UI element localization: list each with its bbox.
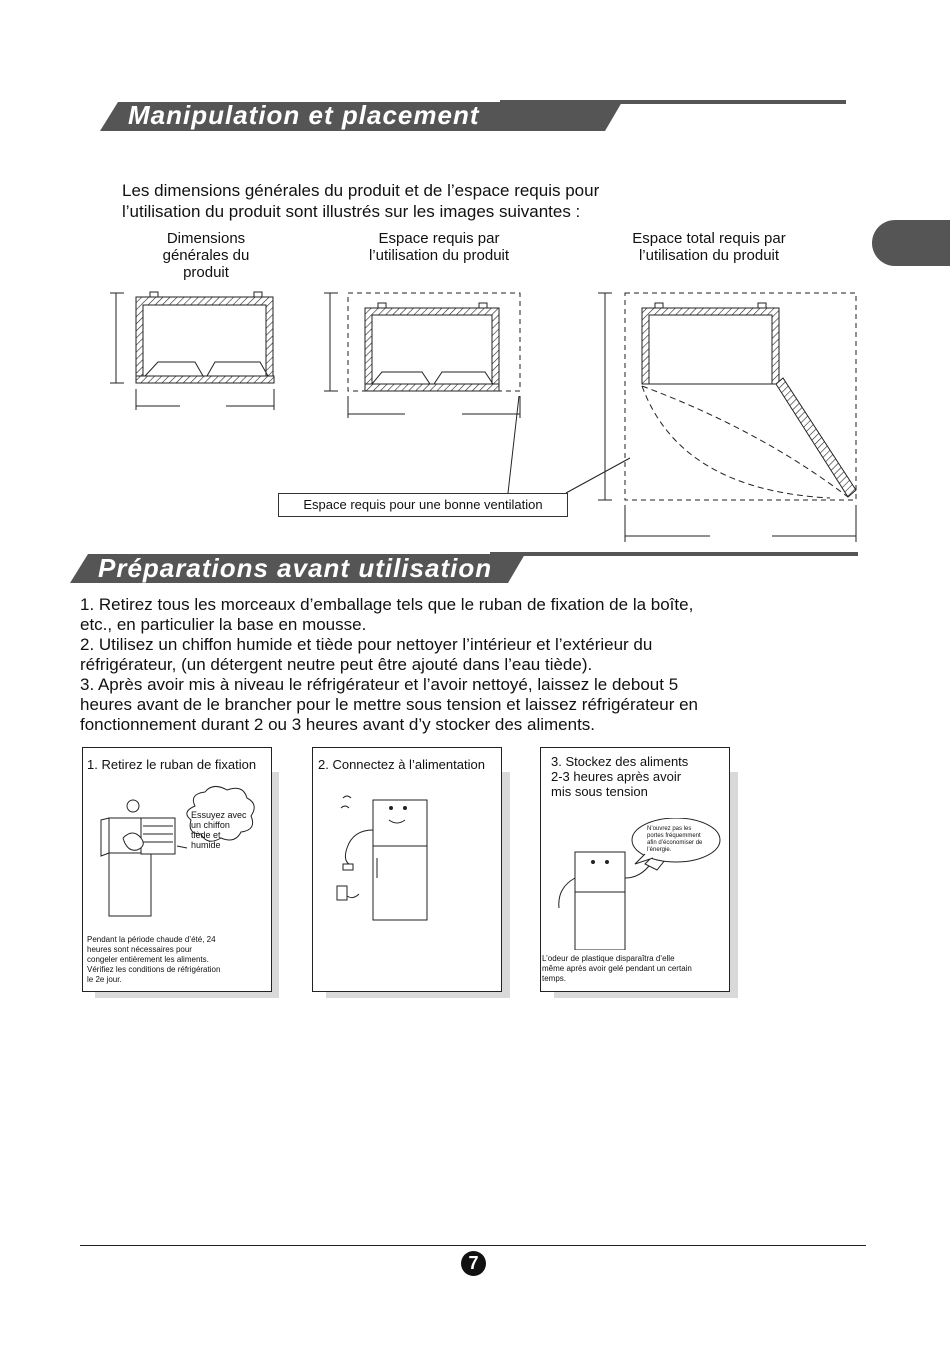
bubble-wipe-text — [191, 810, 247, 850]
step-2-line: 2. Utilisez un chiffon humide et tiède pour nettoyer l’intérieur et l’extérieur du — [80, 635, 653, 654]
bubble-line: Essuyez avec — [191, 810, 247, 820]
step-card-connect-power — [312, 747, 502, 992]
card-title-line: 2-3 heures après avoir — [551, 769, 682, 784]
bubble-line: portes fréquemment — [647, 833, 701, 839]
card-title — [551, 754, 688, 799]
card-title: 2. Connectez à l’alimentation — [318, 757, 485, 772]
usage-space-diagram — [324, 293, 520, 418]
caption-line: Dimensions — [166, 230, 246, 247]
step-3-line: fonctionnement durant 2 ou 3 heures avant d’y stocker des aliments. — [80, 715, 596, 734]
intro-line-1: Les dimensions générales du produit et de l’espace requis pour — [122, 181, 600, 200]
step-3-line: heures avant de le brancher pour le mettre sous tension et laissez réfrigérateur en — [80, 695, 699, 714]
caption-line: Espace requis par — [378, 230, 500, 247]
step-1-line: etc., en particulier la base en mousse. — [80, 615, 367, 634]
note-line: le 2e jour. — [87, 975, 122, 984]
bubble-line: humide — [191, 840, 221, 850]
section-title-handling: Manipulation et placement — [128, 100, 480, 130]
caption-line: Espace total requis par — [632, 230, 786, 247]
card-title-line: 3. Stockez des aliments — [551, 754, 689, 769]
note-line: heures sont nécessaires pour — [87, 945, 192, 954]
intro-line-2: l’utilisation du produit sont illustrés sur les images suivantes : — [122, 202, 581, 221]
step-2-line: réfrigérateur, (un détergent neutre peut être ajouté dans l’eau tiède). — [80, 655, 593, 674]
card-note-summer — [87, 935, 220, 985]
caption-line: l’utilisation du produit — [638, 247, 780, 264]
bubble-line: tiède et — [191, 830, 221, 840]
step-card-store-food — [540, 747, 730, 992]
caption-line: l’utilisation du produit — [368, 247, 510, 264]
preparation-steps — [80, 595, 810, 735]
ventilation-label: Espace requis pour une bonne ventilation — [278, 493, 568, 517]
note-line: Vérifiez les conditions de réfrigération — [87, 965, 221, 974]
note-line: L’odeur de plastique disparaîtra d’elle — [542, 954, 675, 963]
step-card-remove-tape — [82, 747, 272, 992]
section-title-preparation: Préparations avant utilisation — [98, 553, 493, 583]
fridge-dimensions-diagram — [110, 292, 274, 410]
note-line: même après avoir gelé pendant un certain — [542, 964, 692, 973]
bubble-energy-text — [647, 826, 702, 854]
bubble-line: N’ouvrez pas les — [647, 826, 692, 832]
bubble-line: un chiffon — [191, 820, 230, 830]
step-3-line: 3. Après avoir mis à niveau le réfrigérateur et l’avoir nettoyé, laissez le debout 5 — [80, 675, 679, 694]
step-1-line: 1. Retirez tous les morceaux d’emballage tels que le ruban de fixation de la boîte, — [80, 595, 694, 614]
caption-line: produit — [183, 264, 229, 281]
card-note-odor — [542, 954, 692, 984]
total-space-diagram — [598, 293, 856, 542]
page-number: 7 — [461, 1251, 486, 1276]
card-title-line: mis sous tension — [551, 784, 648, 799]
footer-divider — [80, 1245, 866, 1246]
fridge-plug-illustration — [313, 778, 501, 928]
bubble-line: afin d’économiser de — [647, 840, 703, 846]
note-line: temps. — [542, 974, 567, 983]
note-line: congeler entièrement les aliments. — [87, 955, 209, 964]
card-title: 1. Retirez le ruban de fixation — [87, 757, 257, 772]
placement-diagrams — [0, 0, 950, 560]
bubble-line: l’énergie. — [647, 847, 672, 853]
fridge-cleaning-illustration — [83, 778, 271, 928]
note-line: Pendant la période chaude d’été, 24 — [87, 935, 216, 944]
caption-line: générales du — [162, 247, 250, 264]
